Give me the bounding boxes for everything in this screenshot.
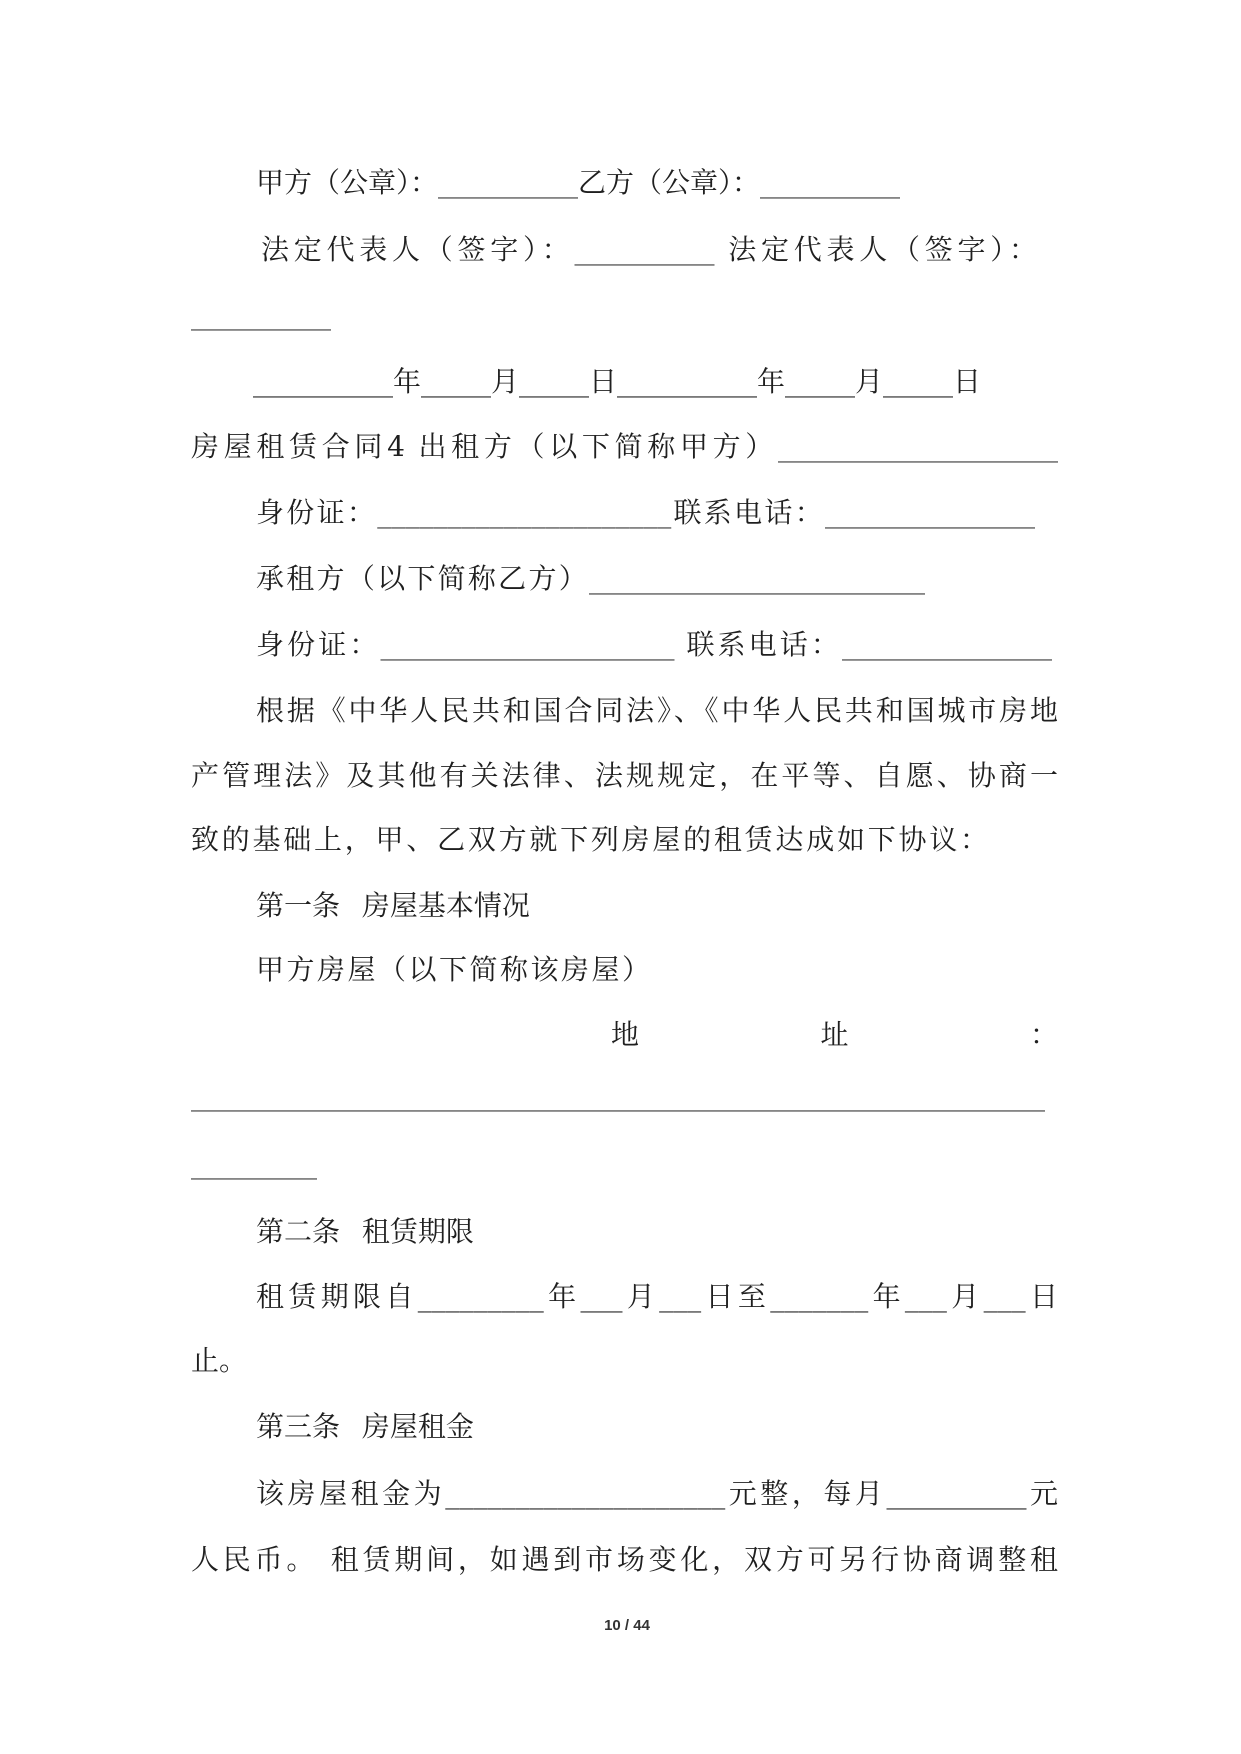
address-blank-continued: _________ (191, 1147, 317, 1180)
party-b-seal-blank: __________ (760, 166, 901, 199)
party-b-rep-blank: __________ (191, 298, 331, 331)
lease-term-line: 租赁期限自_________年___月___日至_______年___月___日 (256, 1280, 1058, 1313)
party-a-seal-label: 甲方（公章）： (256, 166, 439, 199)
article-1-heading: 第一条 房屋基本情况 (256, 889, 530, 922)
lessee-phone-blank: _______________ (842, 628, 1052, 661)
address-label (611, 1015, 1058, 1055)
lessee-line (256, 559, 925, 599)
preamble-line: 产管理法》及其他有关法律、法规规定，在平等、自愿、协商一 (191, 759, 1058, 792)
party-a-rep-blank: __________ (574, 233, 715, 266)
lessor-blank: ____________________ (778, 430, 1058, 463)
rent-line-continued: 人民币。 租赁期间，如遇到市场变化，双方可另行协商调整租 (191, 1543, 1058, 1576)
preamble-line: 致的基础上，甲、乙双方就下列房屋的租赁达成如下协议： (191, 823, 988, 856)
lessee-label: 承租方（以下简称乙方） (256, 562, 589, 595)
seal-line (256, 163, 900, 203)
address-label-char: 址 (820, 1018, 849, 1051)
signature-date-line: __________年_____月_____日__________年_____月_____日 (253, 365, 982, 398)
lessor-label: 出租方（以下简称甲方） (418, 430, 778, 463)
address-label-colon: ： (1030, 1018, 1059, 1051)
preamble-line: 根据《中华人民共和国合同法》、《中华人民共和国城市房地 (256, 694, 1058, 727)
lessee-id-label: 身份证： (256, 628, 381, 661)
party-b-rep-label: 法定代表人（签字）： (728, 233, 1037, 266)
address-label-char: 地 (611, 1018, 640, 1051)
article-3-heading: 第三条 房屋租金 (256, 1410, 474, 1443)
lessee-id-blank: _____________________ (380, 628, 675, 661)
lessee-phone-label: 联系电话： (686, 628, 842, 661)
lessee-blank: ________________________ (589, 562, 925, 595)
address-blank: _____________________________________________________________ (191, 1079, 1045, 1112)
lessor-phone-label: 联系电话： (671, 496, 825, 529)
contract-title: 房屋租赁合同4 (191, 430, 405, 463)
party-a-seal-blank: __________ (438, 166, 579, 199)
contract-title-line (191, 427, 1058, 467)
lessee-id-line (256, 625, 1052, 665)
premises-line: 甲方房屋（以下简称该房屋） (256, 953, 650, 986)
lessor-id-line (256, 493, 1035, 533)
article-2-heading: 第二条 租赁期限 (256, 1215, 474, 1248)
lessor-phone-blank: _______________ (825, 496, 1035, 529)
lessor-id-blank: _____________________ (377, 496, 672, 529)
rent-line: 该房屋租金为____________________元整，每月__________元 (256, 1477, 1058, 1510)
representative-line (261, 230, 1037, 270)
party-b-seal-label: 乙方（公章）： (578, 166, 761, 199)
party-a-rep-label: 法定代表人（签字）： (261, 233, 575, 266)
page-number: 10 / 44 (604, 1617, 650, 1634)
lessor-id-label: 身份证： (256, 496, 378, 529)
lease-term-line-end: 止。 (191, 1344, 248, 1377)
